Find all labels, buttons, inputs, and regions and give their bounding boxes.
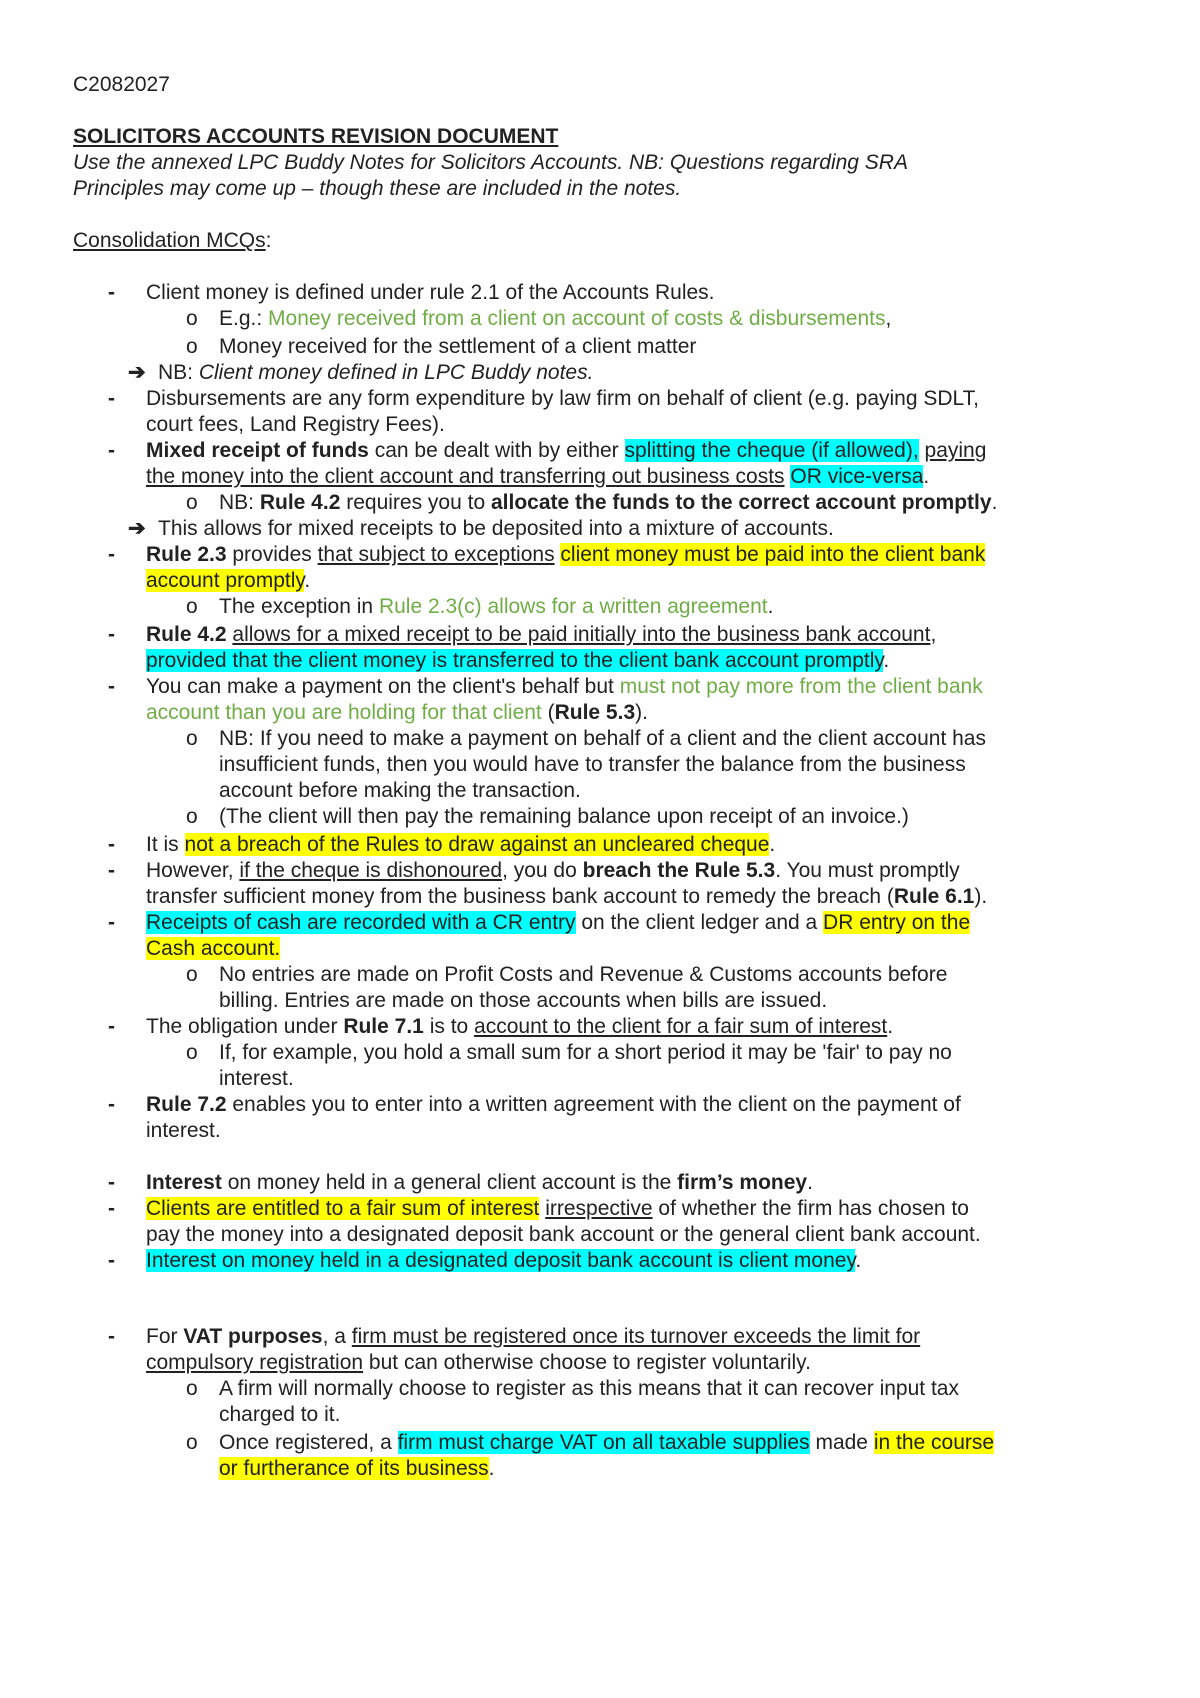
text: made (809, 1431, 874, 1454)
bold-text: Rule 4.2 (146, 623, 227, 646)
bold-text: Rule 2.3 (146, 543, 227, 566)
bold-text: Rule 5.3 (554, 701, 636, 724)
text: . You must promptly (775, 859, 960, 882)
underlined-text: the money into the client account and transferring out business costs (146, 465, 785, 488)
list-item-continued (146, 568, 310, 596)
bullet-marker: - (108, 439, 115, 462)
bold-text: Rule 6.1 (893, 885, 975, 908)
sub-bullet-marker: o (186, 1431, 198, 1454)
list-item-continued (146, 1350, 811, 1378)
text: Once registered, a (219, 1431, 398, 1454)
cyan-highlight: firm must charge VAT on all taxable supplies (397, 1431, 810, 1454)
green-text: Rule 2.3(c) allows for a written agreement (378, 595, 768, 618)
list-item (146, 1092, 961, 1120)
sub-list-item (219, 594, 773, 622)
sub-bullet-marker: o (186, 805, 198, 828)
sub-bullet-marker: o (186, 307, 198, 330)
underlined-text: irrespective (545, 1197, 653, 1220)
text: . (488, 1457, 495, 1480)
list-item-continued (146, 936, 280, 964)
text: ). (635, 701, 648, 724)
arrow-note: This allows for mixed receipts to be deposited into a mixture of accounts. (158, 517, 834, 540)
underlined-text: paying (924, 439, 987, 462)
sub-list-item: Money received for the settlement of a client matter (219, 335, 697, 358)
text: on the client ledger and a (575, 911, 824, 934)
text: . (855, 1249, 862, 1272)
bold-text: VAT purposes (183, 1325, 323, 1348)
text: , (930, 623, 937, 646)
list-item-continued (146, 700, 648, 728)
list-item (146, 1324, 920, 1352)
underlined-text: that subject to exceptions (317, 543, 555, 566)
bullet-marker: - (108, 859, 115, 882)
arrow-icon: ➔ (128, 361, 146, 384)
list-item-continued (146, 884, 987, 912)
bullet-marker: - (108, 387, 115, 410)
list-item-continued: pay the money into a designated deposit bank account or the general client bank account. (146, 1223, 981, 1246)
text: E.g.: (219, 307, 269, 330)
sub-list-item-continued (219, 1456, 494, 1484)
text: , a (322, 1325, 352, 1348)
green-text: account than you are holding for that client (146, 701, 542, 724)
text: ). (974, 885, 988, 908)
list-item (146, 910, 970, 938)
sub-list-item: If, for example, you hold a small sum for a short period it may be 'fair' to pay no (219, 1041, 952, 1064)
sub-bullet-marker: o (186, 335, 198, 358)
list-item (146, 542, 985, 570)
bullet-marker: - (108, 1171, 115, 1194)
bold-text: allocate the funds to the correct account promptly (490, 491, 992, 514)
bullet-marker: - (108, 543, 115, 566)
bullet-marker: - (108, 1249, 115, 1272)
text: . (991, 491, 998, 514)
text: For (146, 1325, 184, 1348)
bullet-marker: - (108, 1015, 115, 1038)
bullet-marker: - (108, 623, 115, 646)
bold-text: Rule 4.2 (259, 491, 341, 514)
text: ( (541, 701, 555, 724)
sub-bullet-marker: o (186, 1377, 198, 1400)
sub-bullet-marker: o (186, 491, 198, 514)
sub-list-item (219, 306, 891, 334)
list-item (146, 438, 986, 466)
text: transfer sufficient money from the business bank account to remedy the breach ( (146, 885, 894, 908)
text: . (887, 1015, 894, 1038)
sub-list-item-continued: charged to it. (219, 1403, 341, 1426)
text: . (304, 569, 311, 592)
cyan-highlight: Receipts of cash are recorded with a CR entry (146, 911, 576, 934)
text: You can make a payment on the client's behalf but (146, 675, 620, 698)
sub-list-item: (The client will then pay the remaining balance upon receipt of an invoice.) (219, 805, 909, 828)
yellow-highlight: in the course (873, 1431, 995, 1454)
sub-list-item-continued: billing. Entries are made on those accounts when bills are issued. (219, 989, 828, 1012)
sub-list-item: No entries are made on Profit Costs and Revenue & Customs accounts before (219, 963, 948, 986)
text: provides (226, 543, 318, 566)
text: on money held in a general client account is the (221, 1171, 678, 1194)
sub-bullet-marker: o (186, 1041, 198, 1064)
sub-bullet-marker: o (186, 963, 198, 986)
text: NB: (158, 361, 199, 384)
arrow-icon: ➔ (128, 517, 146, 540)
arrow-note (158, 360, 593, 388)
bullet-marker: - (108, 911, 115, 934)
bold-text: Mixed receipt of funds (146, 439, 369, 462)
sub-list-item-continued: insufficient funds, then you would have to transfer the balance from the business (219, 753, 966, 776)
yellow-highlight: account promptly (146, 569, 305, 592)
list-item-continued: court fees, Land Registry Fees). (146, 413, 445, 436)
underlined-text: if the cheque is dishonoured (239, 859, 503, 882)
italic-text: Client money defined in LPC Buddy notes. (198, 361, 594, 384)
bold-text: firm’s money (677, 1171, 808, 1194)
text: can be dealt with by either (368, 439, 625, 462)
text: , (885, 307, 892, 330)
sub-list-item-continued: account before making the transaction. (219, 779, 581, 802)
text: It is (146, 833, 185, 856)
list-item (146, 674, 983, 702)
bold-text: Interest (146, 1171, 222, 1194)
cyan-highlight: provided that the client money is transferred to the client bank account promptly (146, 649, 884, 672)
list-item (146, 1248, 861, 1276)
list-item (146, 858, 960, 886)
cyan-highlight: OR vice-versa (790, 465, 924, 488)
list-item (146, 1014, 893, 1042)
text: . (807, 1171, 813, 1194)
list-item-continued: interest. (146, 1119, 221, 1142)
bullet-marker: - (108, 281, 115, 304)
sub-list-item: A firm will normally choose to register as this means that it can recover input tax (219, 1377, 959, 1400)
underlined-text: account to the client for a fair sum of interest (474, 1015, 888, 1038)
sub-list-item: NB: If you need to make a payment on behalf of a client and the client account has (219, 727, 986, 750)
yellow-highlight: DR entry on the (823, 911, 971, 934)
bold-text: breach the Rule 5.3 (582, 859, 776, 882)
intro-line-2: Principles may come up – though these are included in the notes. (73, 177, 682, 200)
text: The exception in (219, 595, 379, 618)
bullet-marker: - (108, 1197, 115, 1220)
yellow-highlight: or furtherance of its business (219, 1457, 489, 1480)
document-title: SOLICITORS ACCOUNTS REVISION DOCUMENT (73, 125, 559, 148)
list-item-continued (146, 464, 929, 492)
document-id: C2082027 (73, 73, 170, 96)
text: However, (146, 859, 240, 882)
text: . (767, 595, 774, 618)
bold-text: Rule 7.2 (146, 1093, 227, 1116)
underlined-text: allows for a mixed receipt to be paid initially into the business bank account (232, 623, 931, 646)
text: requires you to (340, 491, 491, 514)
text: , you do (502, 859, 583, 882)
list-item: Disbursements are any form expenditure by law firm on behalf of client (e.g. paying SDLT, (146, 387, 980, 410)
underlined-text: firm must be registered once its turnover exceeds the limit for (351, 1325, 921, 1348)
list-item (146, 832, 775, 860)
yellow-highlight: not a breach of the Rules to draw against an uncleared cheque (184, 833, 770, 856)
sub-bullet-marker: o (186, 727, 198, 750)
list-item: Client money is defined under rule 2.1 of the Accounts Rules. (146, 281, 715, 304)
text: . (923, 465, 930, 488)
bullet-marker: - (108, 833, 115, 856)
text: . (769, 833, 776, 856)
text: is to (423, 1015, 475, 1038)
sub-bullet-marker: o (186, 595, 198, 618)
bullet-marker: - (108, 675, 115, 698)
text: of whether the firm has chosen to (652, 1197, 969, 1220)
bold-text: Rule 7.1 (343, 1015, 424, 1038)
underlined-text: compulsory registration (146, 1351, 364, 1374)
sub-list-item (219, 490, 997, 518)
text: but can otherwise choose to register voluntarily. (363, 1351, 811, 1374)
green-text: Money received from a client on account of costs & disbursements (268, 307, 886, 330)
text: NB: (219, 491, 260, 514)
sub-list-item (219, 1430, 994, 1458)
sub-list-item-continued: interest. (219, 1067, 294, 1090)
list-item (146, 1170, 813, 1198)
text: enables you to enter into a written agreement with the client on the payment of (226, 1093, 961, 1116)
list-item (146, 622, 936, 650)
section-heading-text: Consolidation MCQs (73, 229, 266, 252)
yellow-highlight: Cash account. (146, 937, 281, 960)
cyan-highlight: splitting the cheque (if allowed), (624, 439, 919, 462)
yellow-highlight: Clients are entitled to a fair sum of interest (146, 1197, 540, 1220)
section-heading-colon: : (265, 229, 272, 252)
green-text: must not pay more from the client bank (619, 675, 983, 698)
intro-line-1: Use the annexed LPC Buddy Notes for Solicitors Accounts. NB: Questions regarding SRA (73, 151, 908, 174)
cyan-highlight: Interest on money held in a designated deposit bank account is client money (146, 1249, 856, 1272)
text: The obligation under (146, 1015, 344, 1038)
text: . (883, 649, 890, 672)
bullet-marker: - (108, 1325, 115, 1348)
section-heading (73, 228, 271, 256)
bullet-marker: - (108, 1093, 115, 1116)
yellow-highlight: client money must be paid into the client bank (560, 543, 986, 566)
list-item-continued (146, 648, 889, 676)
list-item (146, 1196, 969, 1224)
